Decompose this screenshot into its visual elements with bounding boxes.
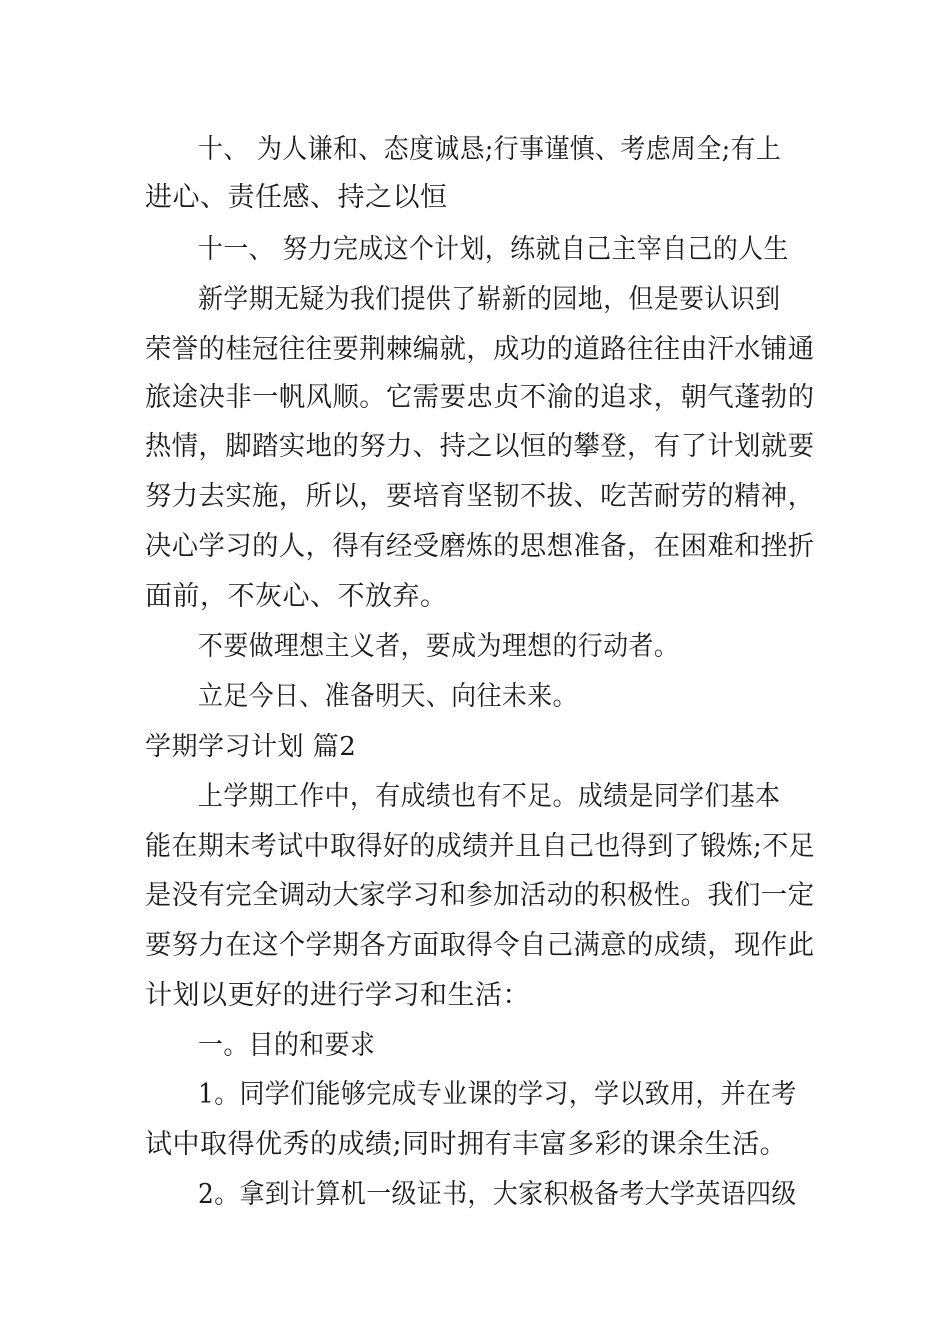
paragraph-line: 旅途决非一帆风顺。它需要忠贞不渝的追求，朝气蓬勃的 — [145, 382, 815, 413]
paragraph-line: 决心学习的人，得有经受磨炼的思想准备，在困难和挫折 — [145, 531, 815, 562]
list-item: 1。同学们能够完成专业课的学习，学以致用，并在考 — [198, 1079, 797, 1110]
paragraph-line: 是没有完全调动大家学习和参加活动的积极性。我们一定 — [145, 880, 815, 911]
section-heading: 学期学习计划 篇2 — [145, 732, 357, 762]
paragraph-line: 上学期工作中，有成绩也有不足。成绩是同学们基本 — [198, 781, 781, 812]
paragraph-line: 立足今日、准备明天、向往未来。 — [198, 681, 578, 712]
paragraph-line: 新学期无疑为我们提供了崭新的园地，但是要认识到 — [198, 284, 781, 315]
paragraph-line: 面前，不灰心、不放弃。 — [145, 581, 448, 612]
paragraph-line: 十、 为人谦和、态度诚恳;行事谨慎、考虑周全;有上 — [198, 134, 782, 165]
paragraph-line: 热情，脚踏实地的努力、持之以恒的攀登，有了计划就要 — [145, 431, 815, 462]
paragraph-line: 进心、责任感、持之以恒 — [145, 182, 448, 213]
paragraph-line: 努力去实施，所以，要培育坚韧不拔、吃苦耐劳的精神， — [145, 481, 815, 512]
paragraph-line: 计划以更好的进行学习和生活： — [145, 980, 530, 1011]
list-heading: 一。目的和要求 — [198, 1030, 376, 1061]
paragraph-line: 能在期末考试中取得好的成绩并且自己也得到了锻炼;不足 — [145, 831, 816, 862]
paragraph-line: 不要做理想主义者，要成为理想的行动者。 — [198, 631, 680, 662]
paragraph-line: 荣誉的桂冠往往要荆棘编就，成功的道路往往由汗水铺通 — [145, 334, 815, 365]
list-item: 2。拿到计算机一级证书，大家积极备考大学英语四级 — [198, 1179, 797, 1210]
paragraph-line: 十一、 努力完成这个计划，练就自己主宰自己的人生 — [198, 234, 789, 265]
paragraph-line: 试中取得优秀的成绩;同时拥有丰富多彩的课余生活。 — [145, 1129, 788, 1160]
paragraph-line: 要努力在这个学期各方面取得令自己满意的成绩，现作此 — [145, 930, 815, 961]
